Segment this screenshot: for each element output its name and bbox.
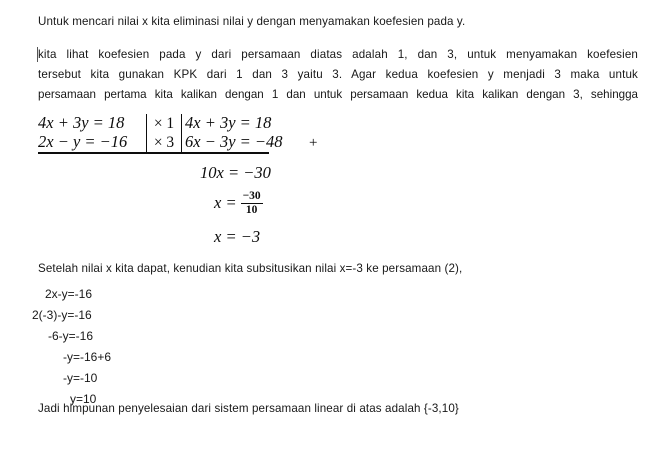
elimination-row	[38, 113, 326, 132]
intro-paragraph: Untuk mencari nilai x kita eliminasi nilai y dengan menyamakan koefesien pada y.	[38, 15, 466, 28]
fraction-equation	[214, 189, 263, 216]
substitution-step: y=10	[70, 392, 97, 406]
fraction-denominator: 10	[245, 204, 258, 217]
fraction-numerator: −30	[242, 190, 261, 202]
substitution-intro-paragraph: Setelah nilai x kita dapat, kenudian kita subsitusikan nilai x=-3 ke persamaan (2),	[38, 262, 463, 275]
fraction	[241, 190, 263, 217]
elimination-equation-right: 6x − 3y = −48	[185, 132, 283, 151]
elimination-horizontal-rule	[38, 152, 269, 154]
elimination-multiplier: × 1	[146, 114, 182, 133]
elimination-equation-left: 4x + 3y = 18	[38, 113, 125, 132]
body-paragraph-line-3: persamaan pertama kita kalikan dengan 1 dan untuk persamaan kedua kita kalikan dengan 3, sehingga	[38, 88, 638, 101]
elimination-operator: +	[309, 135, 318, 151]
result-equation: x = −3	[214, 227, 261, 246]
elimination-multiplier: × 3	[146, 133, 182, 152]
substitution-step: -y=-10	[63, 371, 98, 385]
substitution-step: 2(-3)-y=-16	[32, 308, 92, 322]
elimination-equation-left: 2x − y = −16	[38, 132, 128, 151]
body-paragraph	[38, 45, 638, 105]
elimination-block	[38, 113, 326, 151]
substitution-step: 2x-y=-16	[45, 287, 93, 301]
conclusion-paragraph: Jadi himpunan penyelesaian dari sistem persamaan linear di atas adalah {-3,10}	[38, 402, 459, 415]
body-paragraph-line-2: tersebut kita gunakan KPK dari 1 dan 3 yaitu 3. Agar kedua koefesien y menjadi 3 maka untuk	[38, 68, 638, 81]
sum-equation: 10x = −30	[200, 163, 271, 182]
body-paragraph-line-1: kita lihat koefesien pada y dari persamaan diatas adalah 1, dan 3, untuk menyamakan koefesien	[38, 48, 638, 61]
elimination-equation-right: 4x + 3y = 18	[185, 113, 272, 132]
substitution-step: -6-y=-16	[48, 329, 94, 343]
fraction-equation-lhs: x =	[214, 192, 237, 212]
elimination-row	[38, 132, 326, 151]
substitution-step: -y=-16+6	[63, 350, 112, 364]
